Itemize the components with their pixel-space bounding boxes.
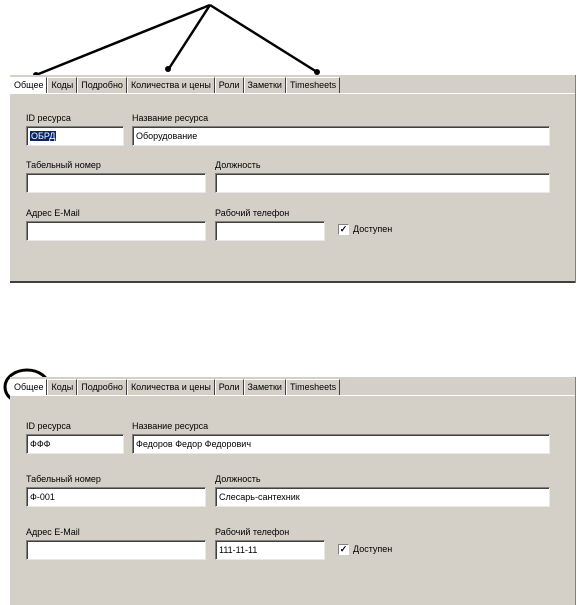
resource-name-label: Название ресурса	[132, 421, 209, 431]
tab-codes[interactable]: Коды	[47, 77, 77, 93]
tab-strip	[10, 75, 575, 93]
email-field[interactable]	[26, 221, 206, 241]
tab-quantities-prices[interactable]: Количества и цены	[127, 77, 215, 93]
work-phone-label: Рабочий телефон	[215, 208, 290, 218]
available-label: Доступен	[353, 544, 393, 554]
employee-number-field[interactable]: Ф-001	[26, 487, 206, 507]
position-field[interactable]: Слесарь-сантехник	[215, 487, 550, 507]
resource-panel-1	[10, 75, 576, 283]
tab-body	[10, 93, 575, 283]
tab-timesheets[interactable]: Timesheets	[286, 77, 340, 93]
resource-id-label: ID ресурса	[26, 421, 71, 431]
available-checkbox[interactable]: ✓	[339, 544, 348, 554]
resource-id-field[interactable]: ФФФ	[26, 434, 124, 454]
resource-id-value: ОБРД	[31, 131, 56, 141]
resource-id-field[interactable]	[26, 126, 124, 146]
tab-general[interactable]: Общее	[10, 379, 47, 395]
tab-timesheets[interactable]: Timesheets	[286, 379, 340, 395]
work-phone-field[interactable]: 111-11-11	[215, 540, 325, 560]
resource-name-field[interactable]: Оборудование	[132, 126, 550, 146]
panel-bottom-edge	[10, 281, 575, 283]
work-phone-label: Рабочий телефон	[215, 527, 290, 537]
tab-roles[interactable]: Роли	[215, 77, 244, 93]
tab-notes[interactable]: Заметки	[244, 77, 286, 93]
available-checkbox[interactable]: ✓	[339, 224, 348, 234]
work-phone-field[interactable]	[215, 221, 325, 241]
tab-body	[10, 395, 575, 605]
email-field[interactable]	[26, 540, 206, 560]
tab-quantities-prices[interactable]: Количества и цены	[127, 379, 215, 395]
arrow-to-general-tab	[36, 5, 210, 75]
employee-number-label: Табельный номер	[26, 160, 101, 170]
position-field[interactable]	[215, 173, 550, 193]
resource-id-label: ID ресурса	[26, 113, 71, 123]
tab-notes[interactable]: Заметки	[244, 379, 286, 395]
arrow-dot-quantities	[165, 66, 171, 72]
annotation-arrows	[0, 0, 577, 80]
tab-roles[interactable]: Роли	[215, 379, 244, 395]
resource-panel-2	[10, 377, 576, 605]
email-label: Адрес E-Mail	[26, 527, 80, 537]
employee-number-field[interactable]	[26, 173, 206, 193]
arrow-to-timesheets-tab	[210, 5, 317, 72]
tab-details[interactable]: Подробно	[77, 77, 127, 93]
tab-codes[interactable]: Коды	[47, 379, 77, 395]
resource-name-field[interactable]: Федоров Федор Федорович	[132, 434, 550, 454]
position-label: Должность	[215, 474, 261, 484]
resource-name-label: Название ресурса	[132, 113, 209, 123]
employee-number-label: Табельный номер	[26, 474, 101, 484]
position-label: Должность	[215, 160, 261, 170]
tab-general[interactable]: Общее	[10, 77, 47, 93]
email-label: Адрес E-Mail	[26, 208, 80, 218]
tab-strip	[10, 377, 575, 395]
tab-details[interactable]: Подробно	[77, 379, 127, 395]
available-label: Доступен	[353, 224, 393, 234]
